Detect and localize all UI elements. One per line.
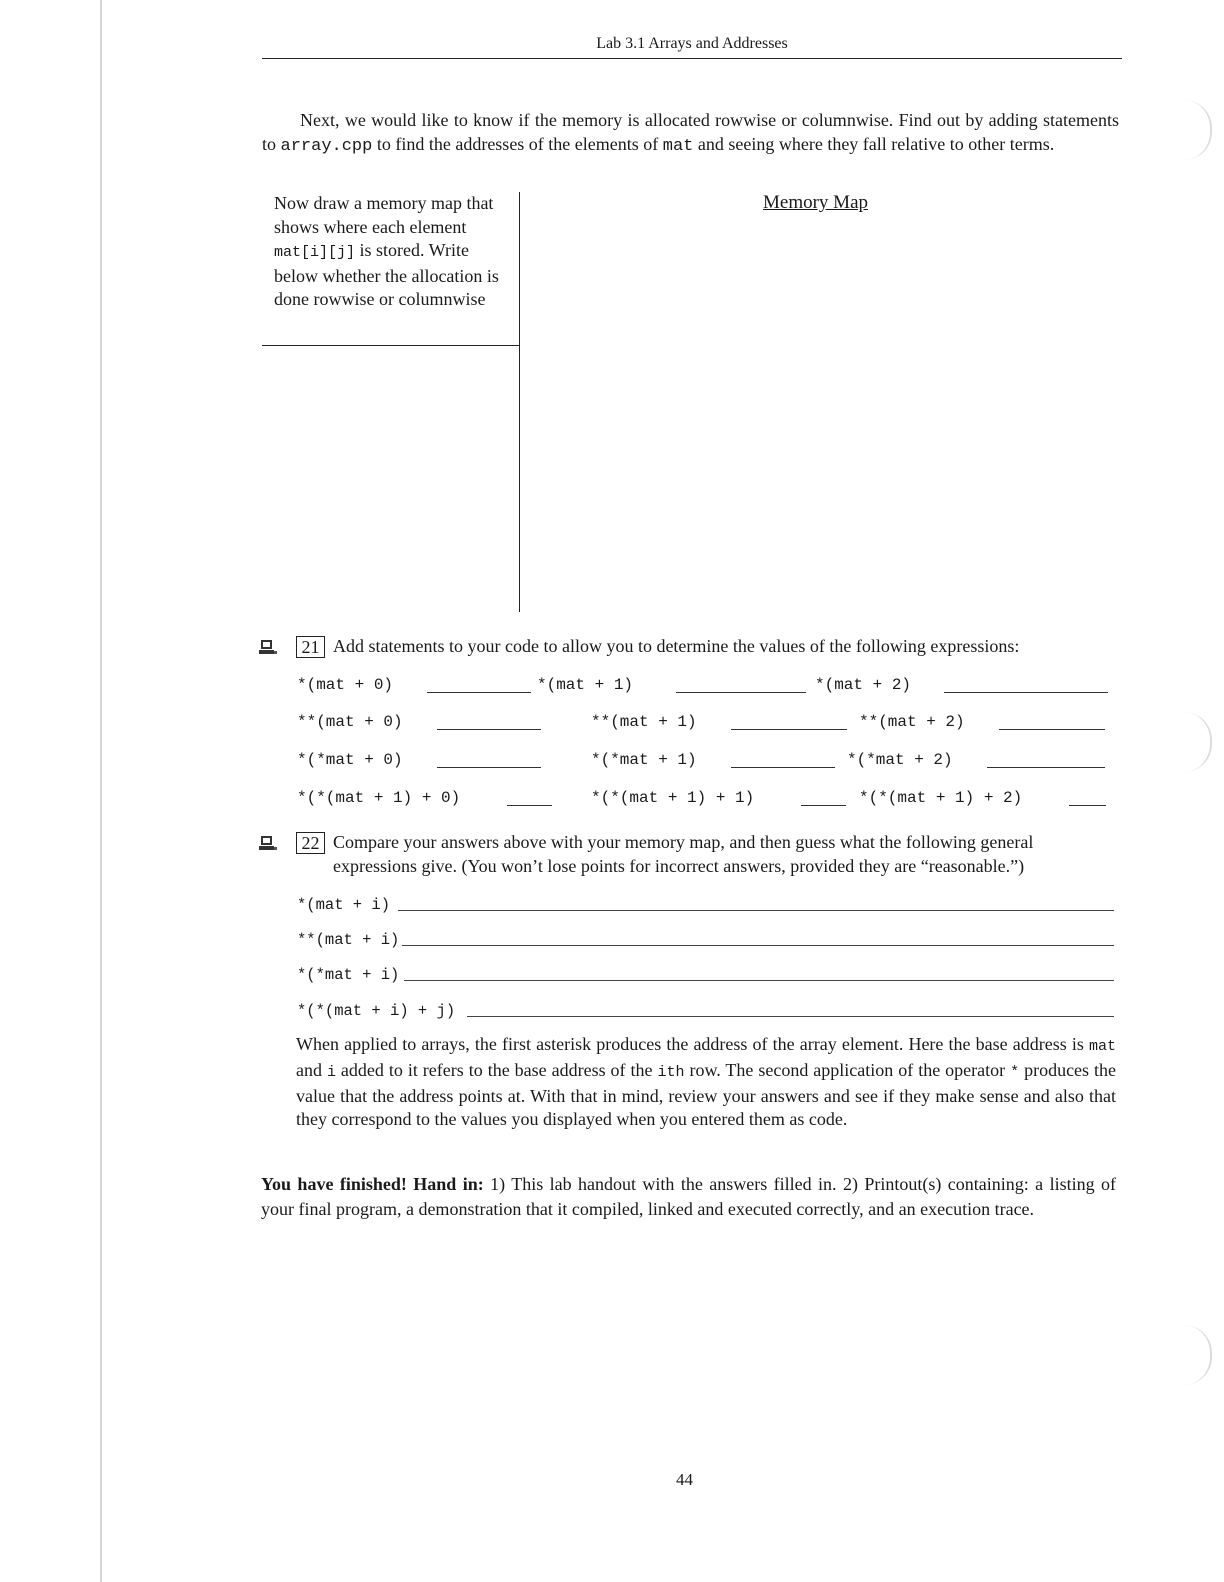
memory-map-title: Memory Map [763, 192, 869, 213]
binding-edge [100, 0, 102, 1582]
memory-map-divider [519, 192, 520, 612]
answer-line[interactable] [467, 1016, 1114, 1017]
general-expression: **(mat + i) [297, 931, 400, 949]
general-expression: *(*mat + i) [297, 966, 400, 984]
answer-line[interactable] [398, 910, 1114, 911]
expression: **(mat + 0) [297, 713, 403, 731]
answer-blank[interactable] [437, 729, 541, 730]
expression: *(*(mat + 1) + 0) [297, 789, 461, 807]
expression: *(*mat + 1) [591, 751, 697, 769]
punch-hole-mark [1184, 712, 1212, 772]
general-expression: *(mat + i) [297, 896, 391, 914]
memory-map-instruction: Now draw a memory map that shows where each element mat[i][j] is stored. Write below whether the allocation is done rowwise or columnwise [274, 193, 499, 309]
answer-line[interactable] [402, 945, 1114, 946]
expression: *(*mat + 0) [297, 751, 403, 769]
answer-blank[interactable] [731, 729, 847, 730]
page-header: Lab 3.1 Arrays and Addresses [596, 35, 788, 52]
punch-hole-mark [1184, 1325, 1212, 1385]
question-22-text: Compare your answers above with your memory map, and then guess what the following general expressions give. (You won’t lose points for incorrect answers, provided they are “reasonable.”) [333, 832, 1034, 876]
intro-paragraph: Next, we would like to know if the memory is allocated rowwise or columnwise. Find out by adding statements to array.cpp to find the addresses of the elements of mat and seeing where they fall relative to other terms. [262, 110, 1119, 156]
expression: **(mat + 2) [859, 713, 965, 731]
expression: *(mat + 2) [815, 676, 912, 694]
code-mat: mat [662, 137, 694, 156]
answer-blank[interactable] [944, 692, 1108, 693]
page-number: 44 [676, 1470, 693, 1489]
hand-in-instructions: You have finished! Hand in: 1) This lab handout with the answers filled in. 2) Printout(s) containing: a listing of your final program, a demonstration that it compiled, linked and executed correctly, and an execution trace. [261, 1174, 1116, 1219]
answer-blank[interactable] [427, 692, 531, 693]
answer-line[interactable] [404, 980, 1114, 981]
answer-blank[interactable] [676, 692, 806, 693]
expression: *(*(mat + 1) + 2) [859, 789, 1023, 807]
punch-hole-mark [1184, 100, 1212, 160]
answer-blank[interactable] [1069, 805, 1106, 806]
question-21-text: Add statements to your code to allow you to determine the values of the following expressions: [333, 636, 1020, 656]
answer-blank[interactable] [731, 767, 835, 768]
header-rule [262, 58, 1122, 59]
expression: *(*(mat + 1) + 1) [591, 789, 755, 807]
answer-blank[interactable] [437, 767, 541, 768]
answer-blank[interactable] [801, 805, 846, 806]
expression: *(*mat + 2) [847, 751, 953, 769]
instruction-box-rule [262, 345, 520, 346]
expression: **(mat + 1) [591, 713, 697, 731]
question-number-21: 21 [296, 636, 325, 658]
question-number-22: 22 [296, 832, 325, 854]
computer-icon [259, 835, 277, 851]
general-expression: *(*(mat + i) + j) [297, 1002, 456, 1020]
answer-blank[interactable] [507, 805, 552, 806]
answer-blank[interactable] [987, 767, 1105, 768]
expression: *(mat + 0) [297, 676, 394, 694]
expression: *(mat + 1) [537, 676, 634, 694]
code-array-cpp: array.cpp [280, 137, 373, 156]
explanation-paragraph: When applied to arrays, the first asterisk produces the address of the array element. Here the base address is mat and i added to it refers to the base address of the ith row. The second application of the operator * produces the value that the address points at. With that in mind, review your answers and see if they make sense and also that they correspond to the values you displayed when you entered them as code. [296, 1034, 1117, 1130]
answer-blank[interactable] [999, 729, 1105, 730]
computer-icon [259, 639, 277, 655]
